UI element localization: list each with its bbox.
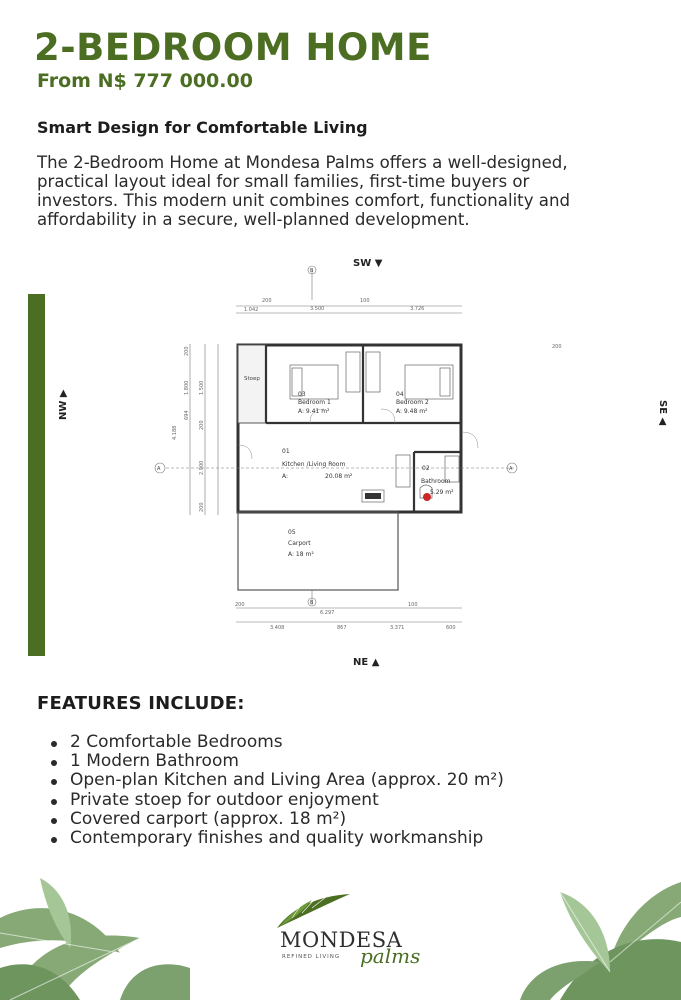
logo-wordmark: MONDESA [280,928,403,952]
price-label: From N$ 777 000.00 [37,70,253,92]
palm-frond-icon [272,888,352,933]
room-number: 02 [422,465,430,472]
compass-sw: SW ▼ [353,258,383,269]
dim-label: 3.726 [410,306,425,312]
section-marker: A [157,466,161,472]
room-name: Carport [288,540,311,547]
dim-label: 1.500 [199,380,205,395]
room-number: 04 [396,391,404,398]
compass-se: SE ◀ [657,400,668,426]
room-area: A: 18 m² [288,551,314,558]
dim-label: 694 [184,410,190,420]
mondesa-palms-logo [262,888,462,978]
palm-leaves-left-icon [0,858,190,1000]
arrow-right-icon: ▶ [58,389,69,398]
dim-label: 200 [184,346,190,356]
room-area: 20.08 m² [325,473,353,480]
room-name: Kitchen /Living Room [282,461,346,468]
list-item: Open-plan Kitchen and Living Area (approx. 20 m²) [48,771,504,790]
list-item: 2 Comfortable Bedrooms [48,733,504,752]
dim-label: 200 [235,602,245,608]
list-item: Private stoep for outdoor enjoyment [48,791,504,810]
dim-label: 200 [199,502,205,512]
room-area-prefix: A: [282,473,289,480]
logo-tagline: REFINED LIVING [282,954,341,960]
list-item: Covered carport (approx. 18 m²) [48,810,504,829]
room-area: A: 9.41 m² [298,408,330,415]
dim-label: 3.408 [270,625,285,631]
intro-line: investors. This modern unit combines comfort, functionality and [37,191,571,210]
dim-label: 3.371 [390,625,405,631]
intro-paragraph [37,153,667,229]
section-marker: B [310,268,314,274]
page-title: 2-BEDROOM HOME [34,26,432,69]
section-marker: B [310,600,314,606]
compass-nw: NW ▶ [58,389,69,420]
arrow-up-icon: ▲ [371,657,380,668]
intro-heading: Smart Design for Comfortable Living [37,118,368,137]
dim-label: 100 [360,298,370,304]
floor-plan [140,250,562,680]
room-name: Bedroom 1 [298,399,331,406]
intro-line: practical layout ideal for small families, first-time buyers or [37,172,530,191]
dim-label: 2.900 [199,460,205,475]
features-list [48,733,504,848]
palm-leaves-right-icon [500,862,681,1000]
room-name: Bathroom [421,478,451,485]
compass-ne: NE ▲ [353,657,380,668]
dim-label: 600 [446,625,456,631]
dim-label: 200 [199,420,205,430]
dim-label: 3.500 [310,306,325,312]
features-heading: FEATURES INCLUDE: [37,693,245,714]
room-number: 01 [282,448,290,455]
room-area: 5.29 m² [430,489,454,496]
dim-label: 1.042 [244,307,259,313]
arrow-left-icon: ◀ [657,417,668,426]
intro-line: The 2-Bedroom Home at Mondesa Palms offers a well-designed, [37,153,568,172]
stoep-label: Stoep [244,376,260,382]
room-name: Bedroom 2 [396,399,429,406]
dim-label: 4.188 [172,425,178,440]
section-marker: A [509,466,513,472]
room-area: A: 9.48 m² [396,408,428,415]
dim-label: 1.800 [184,380,190,395]
logo-script: palms [360,944,421,968]
dim-label: 200 [262,298,272,304]
room-number: 05 [288,529,296,536]
accent-bar [28,294,45,656]
list-item: Contemporary finishes and quality workmanship [48,829,504,848]
dim-label: 867 [337,625,347,631]
dim-label: 200 [552,344,562,350]
list-item: 1 Modern Bathroom [48,752,504,771]
arrow-down-icon: ▼ [374,258,383,269]
dim-label: 100 [408,602,418,608]
room-number: 03 [298,391,306,398]
intro-line: affordability in a secure, well-planned development. [37,210,470,229]
dim-label: 6.297 [320,610,335,616]
